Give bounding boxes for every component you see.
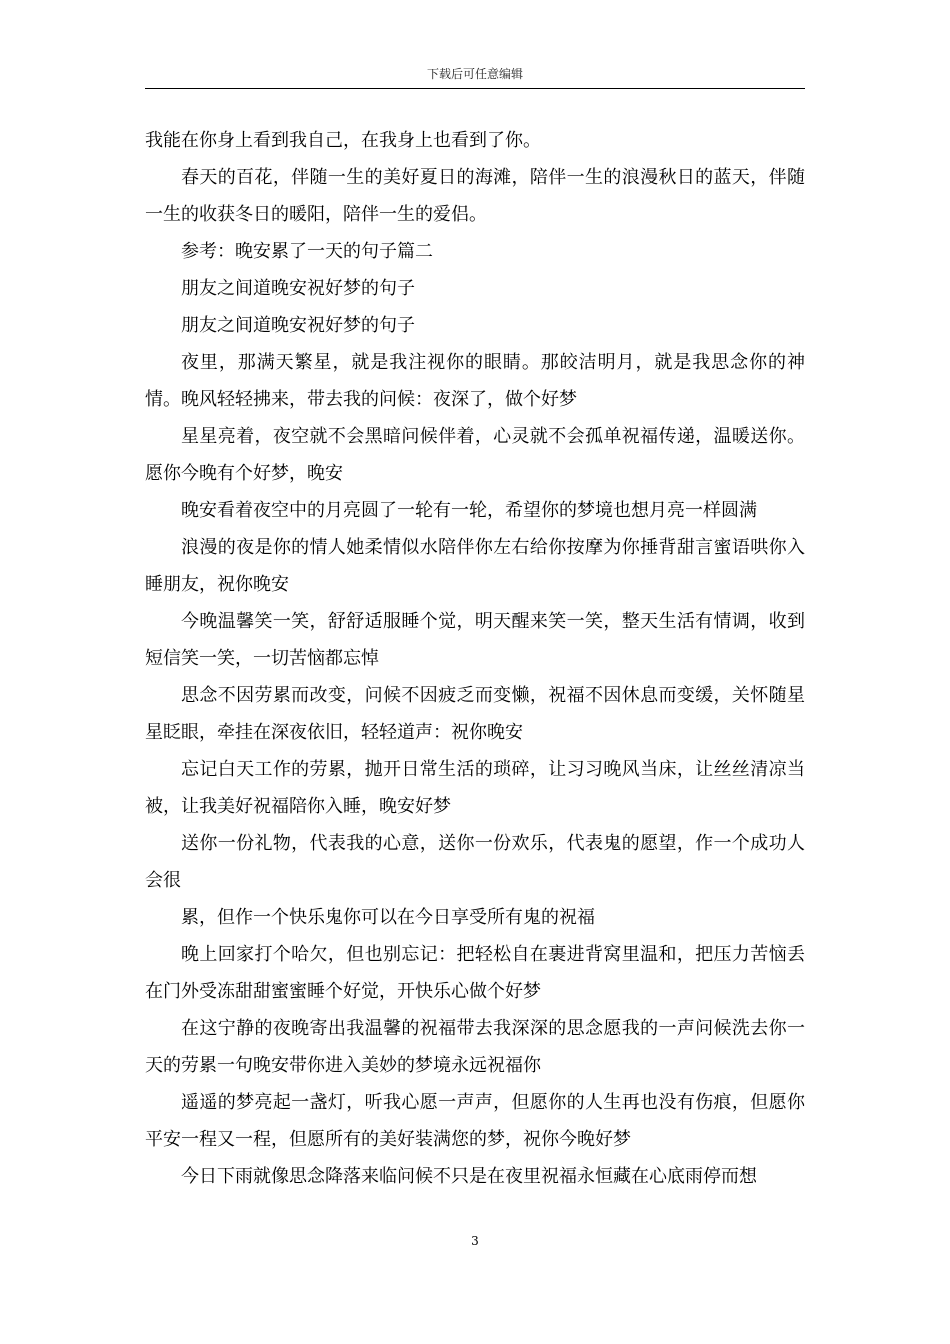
paragraph: 参考：晚安累了一天的句子篇二	[181, 241, 433, 262]
paragraph: 思念不因劳累而改变，问候不因疲乏而变懒，祝福不因休息而变缓，关怀随星星眨眼，牵挂在深夜依旧，轻轻道声：祝你晚安	[145, 685, 805, 743]
paragraph: 浪漫的夜是你的情人她柔情似水陪伴你左右给你按摩为你捶背甜言蜜语哄你入睡朋友，祝你晚安	[145, 537, 805, 595]
paragraph: 今晚温馨笑一笑，舒舒适服睡个觉，明天醒来笑一笑，整天生活有情调，收到短信笑一笑，一切苦恼都忘悼	[145, 611, 805, 669]
page-header: 下载后可任意编辑	[426, 67, 523, 81]
paragraph: 今日下雨就像思念降落来临问候不只是在夜里祝福永恒藏在心底雨停而想	[181, 1166, 757, 1187]
paragraph: 朋友之间道晚安祝好梦的句子	[181, 278, 415, 299]
paragraph: 我能在你身上看到我自己，在我身上也看到了你。	[145, 130, 541, 151]
paragraph: 星星亮着，夜空就不会黑暗问候伴着，心灵就不会孤单祝福传递，温暖送你。愿你今晚有个好梦，晚安	[145, 426, 805, 484]
header-divider	[145, 88, 805, 89]
paragraph: 晚安看着夜空中的月亮圆了一轮有一轮，希望你的梦境也想月亮一样圆满	[181, 500, 757, 521]
paragraph: 遥遥的梦亮起一盏灯，听我心愿一声声，但愿你的人生再也没有伤痕，但愿你平安一程又一程，但愿所有的美好装满您的梦，祝你今晚好梦	[145, 1092, 805, 1150]
page-number: 3	[471, 1234, 479, 1248]
paragraph: 累，但作一个快乐鬼你可以在今日享受所有鬼的祝福	[181, 907, 595, 928]
paragraph: 朋友之间道晚安祝好梦的句子	[181, 315, 415, 336]
paragraph: 在这宁静的夜晚寄出我温馨的祝福带去我深深的思念愿我的一声问候洗去你一天的劳累一句晚安带你进入美妙的梦境永远祝福你	[145, 1018, 805, 1076]
paragraph: 晚上回家打个哈欠，但也别忘记：把轻松自在裹进背窝里温和，把压力苦恼丢在门外受冻甜甜蜜蜜睡个好觉，开快乐心做个好梦	[145, 944, 805, 1002]
paragraph: 送你一份礼物，代表我的心意，送你一份欢乐，代表鬼的愿望，作一个成功人会很	[145, 833, 805, 891]
paragraph: 春天的百花，伴随一生的美好夏日的海滩，陪伴一生的浪漫秋日的蓝天，伴随一生的收获冬日的暖阳，陪伴一生的爱侣。	[145, 167, 805, 225]
document-body	[145, 122, 805, 1195]
paragraph: 忘记白天工作的劳累，抛开日常生活的琐碎，让习习晚风当床，让丝丝清凉当被，让我美好祝福陪你入睡，晚安好梦	[145, 759, 805, 817]
paragraph: 夜里，那满天繁星，就是我注视你的眼睛。那皎洁明月，就是我思念你的神情。晚风轻轻拂来，带去我的问候：夜深了，做个好梦	[145, 352, 805, 410]
